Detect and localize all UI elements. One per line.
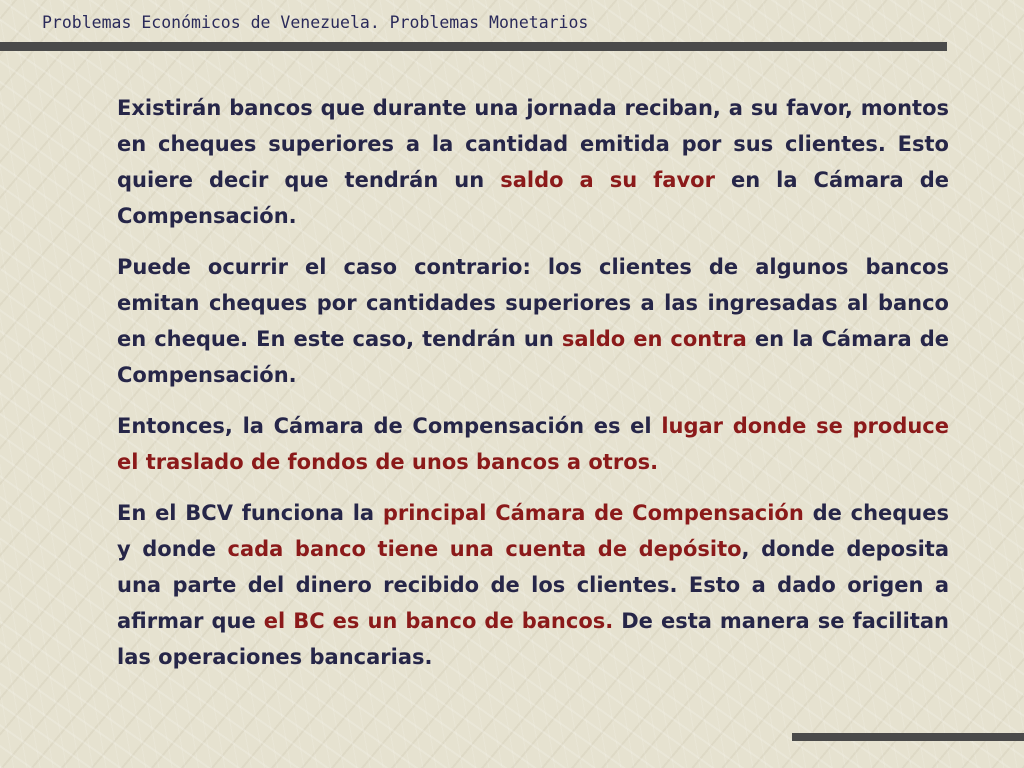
- paragraph-3: [117, 408, 949, 480]
- paragraph-1-highlight: saldo a su favor: [500, 168, 715, 192]
- top-divider-bar: [0, 42, 947, 51]
- slide-header-title: Problemas Económicos de Venezuela. Problemas Monetarios: [42, 13, 589, 32]
- paragraph-3-text: Entonces, la Cámara de Compensación es el: [117, 414, 662, 438]
- bottom-divider-bar: [792, 733, 1024, 741]
- paragraph-1-text: Existirán bancos que durante una jornada reciban, a su favor, montos en cheques superiores a la cantidad emitida por sus clientes. Esto quiere decir que tendrán un: [117, 96, 949, 192]
- paragraph-1: [117, 90, 949, 234]
- paragraph-4: [117, 495, 949, 675]
- paragraph-2: [117, 249, 949, 393]
- paragraph-2-text-end: en la Cámara de Compensación.: [117, 327, 949, 387]
- paragraph-4-text-3: , donde deposita una parte del dinero recibido de los clientes. Esto a dado origen a afirmar que: [117, 537, 949, 633]
- paragraph-2-text: Puede ocurrir el caso contrario: los clientes de algunos bancos emitan cheques por cantidades superiores a las ingresadas al banco en cheque. En este caso, tendrán un: [117, 255, 949, 351]
- paragraph-4-text-2: de cheques y donde: [117, 501, 949, 561]
- paragraph-4-text-end: De esta manera se facilitan las operaciones bancarias.: [117, 609, 949, 669]
- paragraph-3-highlight: lugar donde se produce el traslado de fondos de unos bancos a otros.: [117, 414, 949, 474]
- paragraph-4-highlight-1: principal Cámara de Compensación: [382, 501, 804, 525]
- paragraph-1-text-end: en la Cámara de Compensación.: [117, 168, 949, 228]
- slide-body: [117, 90, 949, 675]
- paragraph-4-highlight-2: cada banco tiene una cuenta de depósito: [227, 537, 742, 561]
- paragraph-4-text: En el BCV funciona la: [117, 501, 383, 525]
- paragraph-2-highlight: saldo en contra: [561, 327, 747, 351]
- paragraph-4-highlight-3: el BC es un banco de bancos.: [263, 609, 614, 633]
